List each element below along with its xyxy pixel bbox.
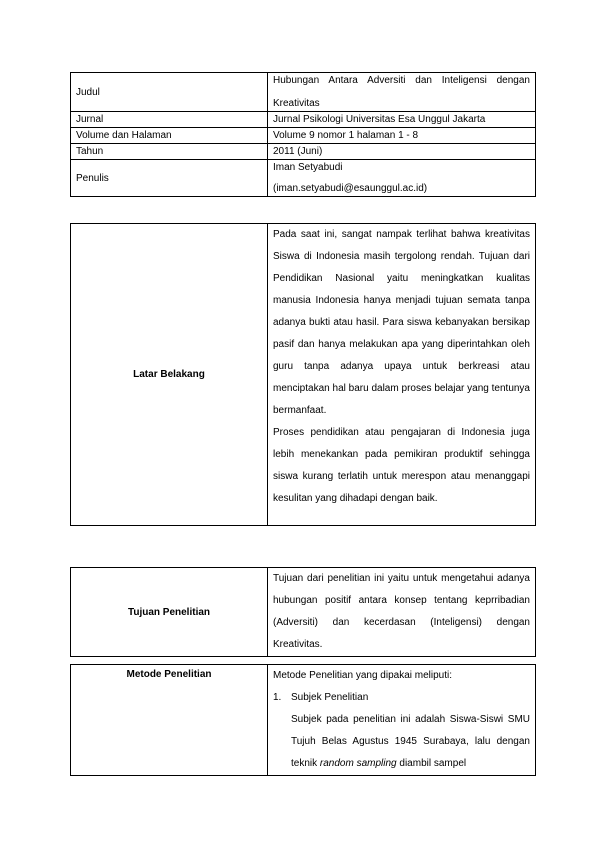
table-row (71, 160, 536, 197)
table-row (71, 665, 536, 776)
value-line: (iman.setyabudi@esaunggul.ac.id) (273, 183, 428, 194)
value-line: Iman Setyabudi (273, 162, 343, 173)
latar-belakang-text (268, 224, 536, 526)
label-volume: Volume dan Halaman (71, 128, 268, 144)
list-item-title: Subjek Penelitian (291, 692, 369, 703)
value-volume: Volume 9 nomor 1 halaman 1 - 8 (268, 128, 536, 144)
tujuan-penelitian-table (70, 567, 536, 657)
metode-penelitian-table (70, 664, 536, 776)
value-judul (268, 73, 536, 112)
table-row (71, 112, 536, 128)
value-line: Kreativitas (273, 98, 320, 109)
text-run: Subjek pada penelitian ini adalah Siswa-Siswi SMU Tujuh Belas Agustus 1945 Surabaya, lalu dengan teknik (291, 714, 530, 769)
table-row (71, 73, 536, 112)
label-penulis: Penulis (71, 160, 268, 197)
list-item-text (273, 709, 530, 775)
value-line: Hubungan Antara Adversiti dan Inteligensi dengan (273, 75, 530, 86)
label-judul: Judul (71, 73, 268, 112)
label-jurnal: Jurnal (71, 112, 268, 128)
latar-belakang-label: Latar Belakang (71, 224, 268, 526)
latar-belakang-table (70, 223, 536, 526)
metode-intro: Metode Penelitian yang dipakai meliputi: (273, 670, 452, 681)
tujuan-penelitian-label: Tujuan Penelitian (71, 568, 268, 657)
emphasis-text: random sampling (319, 758, 397, 769)
table-row (71, 128, 536, 144)
metode-penelitian-text (268, 665, 536, 776)
list-item (273, 687, 530, 709)
value-jurnal: Jurnal Psikologi Universitas Esa Unggul Jakarta (268, 112, 536, 128)
tujuan-penelitian-text: Tujuan dari penelitian ini yaitu untuk mengetahui adanya hubungan positif antara konsep tentang keprribadian (Adversiti) dan kecerdasan (Inteligensi) dengan Kreativitas. (268, 568, 536, 657)
table-row (71, 144, 536, 160)
list-number: 1. (273, 692, 282, 703)
info-table (70, 72, 536, 197)
paragraph: Pada saat ini, sangat nampak terlihat bahwa kreativitas Siswa di Indonesia masih tergolong rendah. Tujuan dari Pendidikan Nasional yaitu meningkatkan kualitas manusia Indonesia hanya menjadi tujuan semata tanpa adanya bukti atau hasil. Para siswa kebanyakan bersikap pasif dan hanya melakukan apa yang diperintahkan oleh guru tanpa adanya upaya untuk berkreasi atau menciptakan hal baru dalam proses belajar yang tentunya bermanfaat. (273, 229, 530, 416)
table-row (71, 224, 536, 526)
table-row (71, 568, 536, 657)
label-tahun: Tahun (71, 144, 268, 160)
value-tahun: 2011 (Juni) (268, 144, 536, 160)
paragraph: Proses pendidikan atau pengajaran di Indonesia juga lebih menekankan pada pemikiran produktif sehingga siswa kurang terlatih untuk merespon atau menanggapi kesulitan yang dihadapi dengan baik. (273, 427, 530, 504)
value-penulis (268, 160, 536, 197)
text-run: diambil sampel (396, 758, 467, 769)
metode-penelitian-label: Metode Penelitian (71, 665, 268, 776)
